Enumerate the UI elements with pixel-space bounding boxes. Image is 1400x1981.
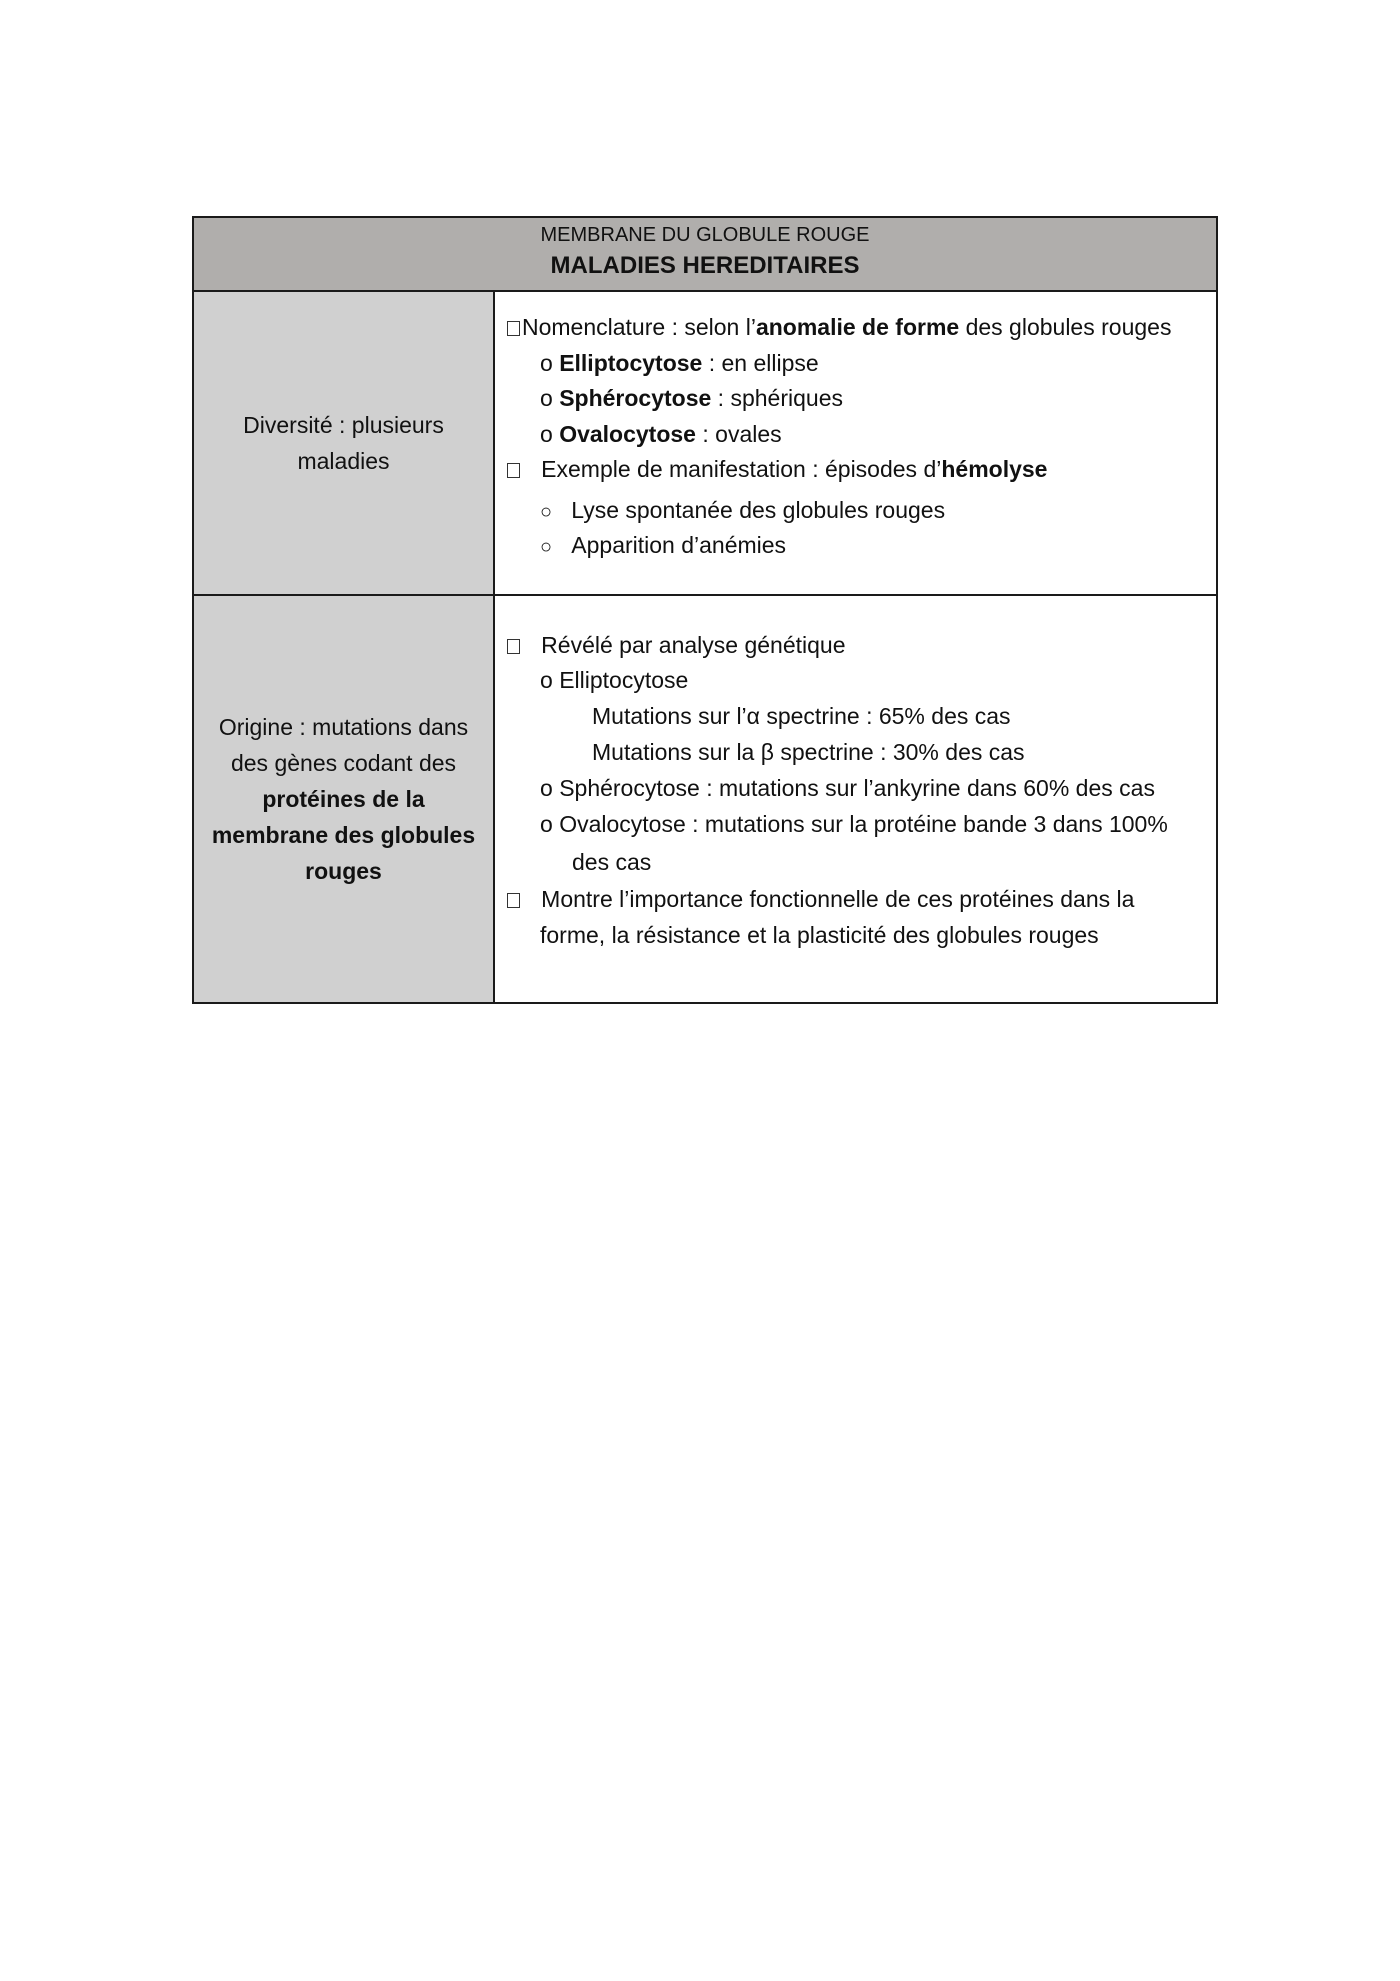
row2-label-text: Origine : mutations dans des gènes codant des protéines de la membrane des globules rouges [211, 714, 476, 884]
row1-label [194, 292, 495, 594]
checkbox-icon [507, 639, 520, 654]
checkbox-icon [507, 321, 520, 336]
detail-beta: Mutations sur la β spectrine : 30% des cas [592, 739, 1025, 765]
circle-bullet-icon: ○ [540, 501, 553, 523]
bullet-nomenclature: Nomenclature : selon l’anomalie de forme des globules rouges [507, 312, 1171, 342]
row2-content [495, 596, 1216, 1002]
sub-elliptocytose: o Elliptocytose : en ellipse [540, 350, 819, 376]
circle-bullet-icon: ○ [540, 536, 553, 558]
checkbox-icon [507, 463, 520, 478]
header-title: MALADIES HEREDITAIRES [550, 252, 860, 279]
detail-alpha: Mutations sur l’α spectrine : 65% des cas [592, 703, 1011, 729]
header-subtitle: MEMBRANE DU GLOBULE ROUGE [540, 224, 870, 246]
sub-elliptocytose-2: o Elliptocytose [540, 667, 689, 693]
row1-label-text: Diversité : plusieurs maladies [243, 412, 444, 474]
bullet-manifestation: Exemple de manifestation : épisodes d’hémolyse [507, 454, 1047, 484]
sub-spherocytose-2: o Sphérocytose : mutations sur l’ankyrine dans 60% des cas [540, 775, 1155, 801]
sub-ovalocytose: o Ovalocytose : ovales [540, 421, 782, 447]
table-header [194, 218, 1216, 292]
sub-lyse: ○ Lyse spontanée des globules rouges [540, 495, 945, 527]
document-table [192, 216, 1218, 1004]
row2-label [194, 596, 495, 1002]
sub-ovalocytose-2: o Ovalocytose : mutations sur la protéine bande 3 dans 100% [540, 811, 1168, 837]
bullet-analyse: Révélé par analyse génétique [507, 630, 846, 660]
sub-spherocytose: o Sphérocytose : sphériques [540, 385, 843, 411]
checkbox-icon [507, 893, 520, 908]
bullet-importance-cont: forme, la résistance et la plasticité des globules rouges [540, 922, 1099, 948]
sub-anemies: ○ Apparition d’anémies [540, 530, 786, 562]
row-diversite [194, 292, 1216, 596]
bullet-importance: Montre l’importance fonctionnelle de ces protéines dans la [507, 884, 1134, 914]
row1-content [495, 292, 1216, 594]
sub-ovalocytose-cont: des cas [572, 849, 652, 875]
row-origine [194, 596, 1216, 1002]
